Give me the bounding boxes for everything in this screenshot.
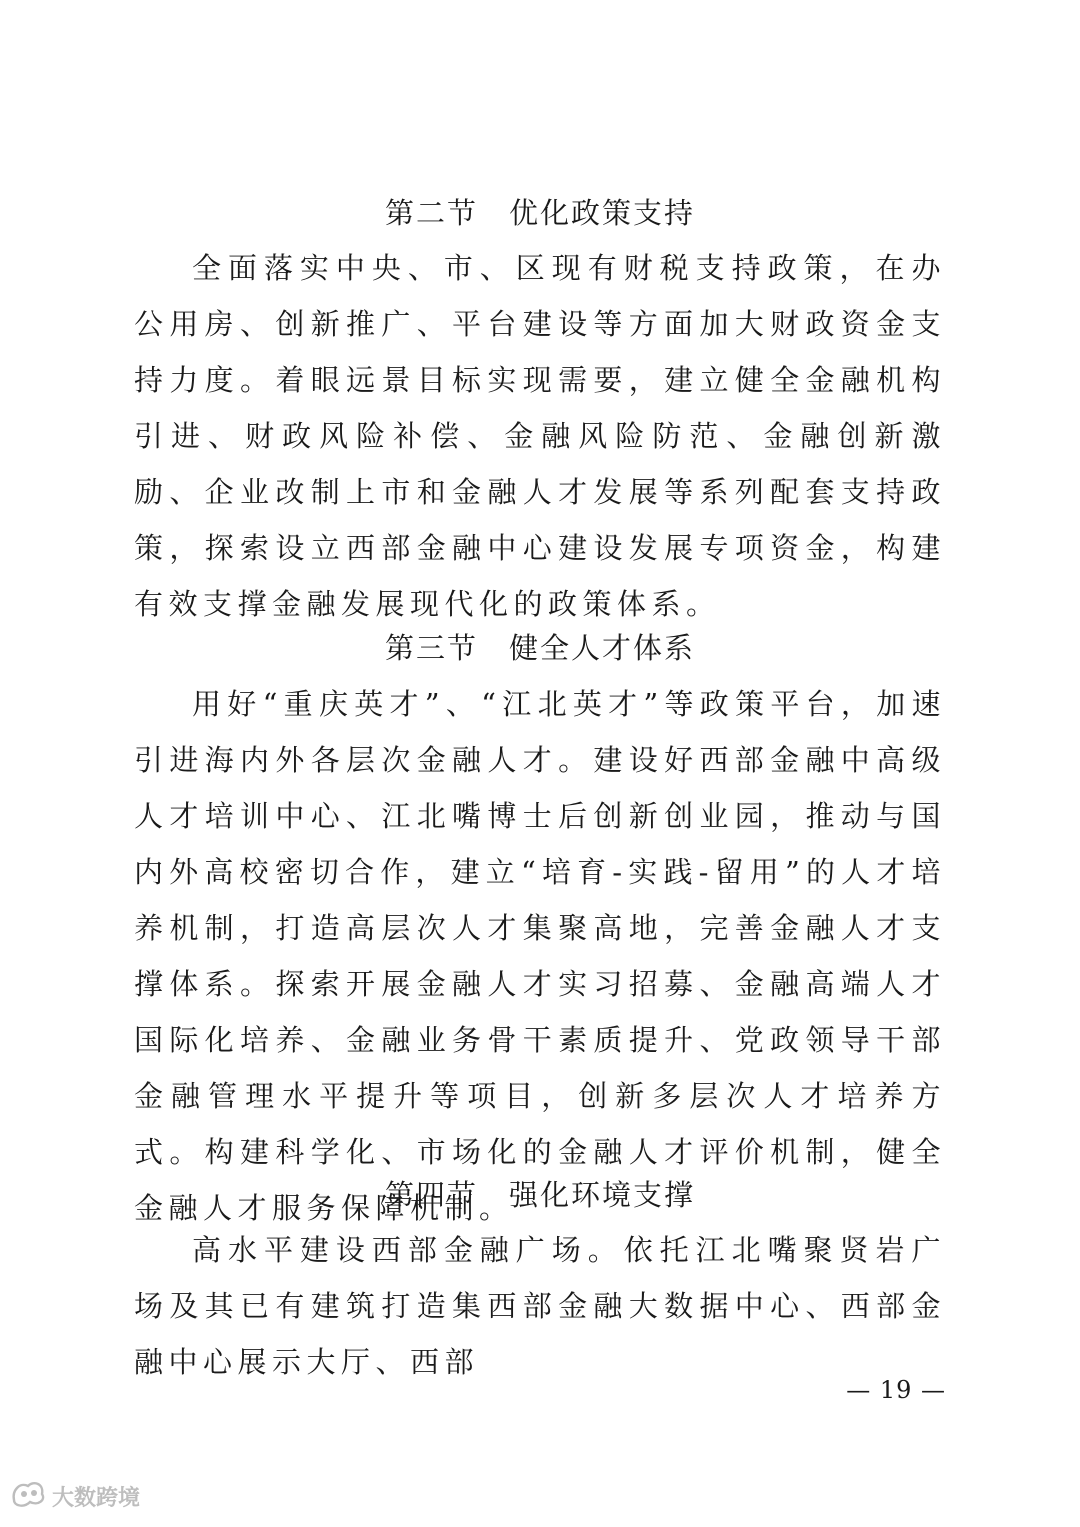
section-paragraph-3: 用好“重庆英才”、“江北英才”等政策平台，加速引进海内外各层次金融人才。建设好西部金融中高级人才培训中心、江北嘴博士后创新创业园，推动与国内外高校密切合作，建立“培育-实践-留用”的人才培养机制，打造高层次人才集聚高地，完善金融人才支撑体系。探索开展金融人才实习招募、金融高端人才国际化培养、金融业务骨干素质提升、党政领导干部金融管理水平提升等项目，创新多层次人才培养方式。构建科学化、市场化的金融人才评价机制，健全金融人才服务保障机制。 bbox=[134, 687, 946, 1225]
section-heading-3: 第三节 健全人才体系 bbox=[384, 631, 695, 665]
watermark-text: 大数跨境 bbox=[52, 1485, 141, 1511]
section-paragraph-4: 高水平建设西部金融广场。依托江北嘴聚贤岩广场及其已有建筑打造集西部金融大数据中心、西部金融中心展示大厅、西部 bbox=[134, 1233, 946, 1379]
logo-icon bbox=[10, 1478, 48, 1514]
section-heading-2: 第二节 优化政策支持 bbox=[384, 196, 695, 230]
page-number: — 19 — bbox=[846, 1376, 946, 1404]
watermark bbox=[10, 1478, 140, 1514]
section-heading-4: 第四节 强化环境支撑 bbox=[384, 1178, 695, 1212]
section-paragraph-2: 全面落实中央、市、区现有财税支持政策，在办公用房、创新推广、平台建设等方面加大财政资金支持力度。着眼远景目标实现需要，建立健全金融机构引进、财政风险补偿、金融风险防范、金融创新激励、企业改制上市和金融人才发展等系列配套支持政策，探索设立西部金融中心建设发展专项资金，构建有效支撑金融发展现代化的政策体系。 bbox=[134, 251, 946, 621]
